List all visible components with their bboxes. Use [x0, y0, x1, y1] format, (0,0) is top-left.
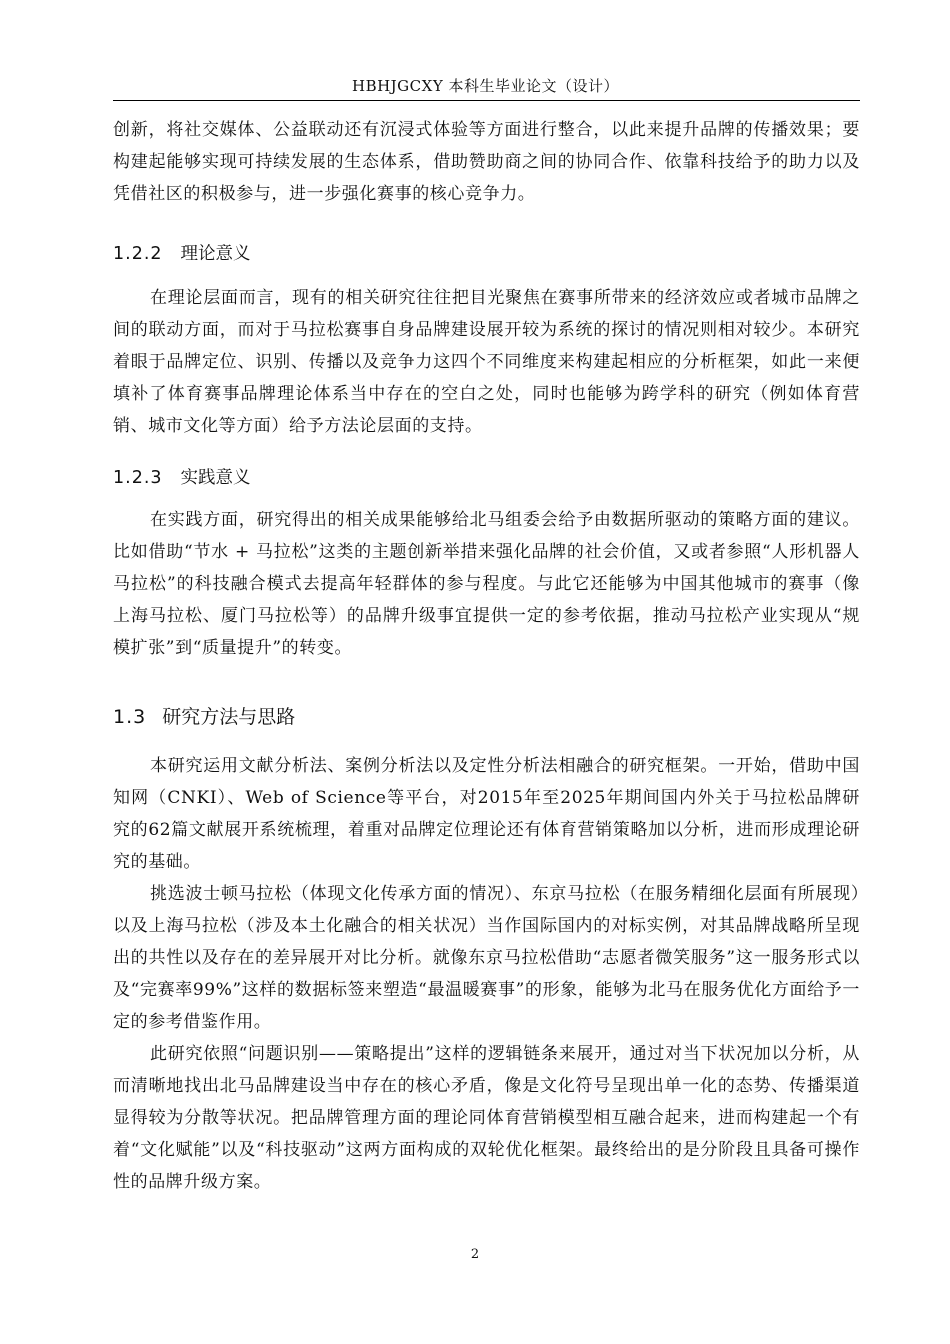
- section-title: 理论意义: [180, 244, 251, 264]
- page-number: 2: [470, 1247, 480, 1262]
- section-number: 1.2.2: [113, 244, 163, 264]
- section-heading-1-3: [113, 702, 860, 732]
- paragraph-practical-significance: 在实践方面，研究得出的相关成果能够给北马组委会给予由数据所驱动的策略方面的建议。比如借助“节水 + 马拉松”这类的主题创新举措来强化品牌的社会价值，又或者参照“人形机器人马拉松”的科技融合模式去提高年轻群体的参与程度。与此它还能够为中国其他城市的赛事（像上海马拉松、厦门马拉松等）的品牌升级事宜提供一定的参考依据，推动马拉松产业实现从“规模扩张”到“质量提升”的转变。: [113, 510, 860, 658]
- running-header: HBHJGCXY 本科生毕业论文（设计）: [351, 77, 619, 95]
- section-title: 研究方法与思路: [162, 706, 296, 728]
- header-divider: [113, 100, 860, 101]
- intro-paragraph: 创新，将社交媒体、公益联动还有沉浸式体验等方面进行整合，以此来提升品牌的传播效果；要构建起能够实现可持续发展的生态体系，借助赞助商之间的协同合作、依靠科技给予的助力以及凭借社区的积极参与，进一步强化赛事的核心竞争力。: [113, 120, 860, 204]
- section-heading-1-2-2: [113, 240, 860, 268]
- section-heading-1-2-3: [113, 464, 860, 492]
- document-body: [113, 114, 860, 1198]
- paragraph-methods-3: 此研究依照“问题识别——策略提出”这样的逻辑链条来展开，通过对当下状况加以分析，从而清晰地找出北马品牌建设当中存在的核心矛盾，像是文化符号呈现出单一化的态势、传播渠道显得较为分散等状况。把品牌管理方面的理论同体育营销模型相互融合起来，进而构建起一个有着“文化赋能”以及“科技驱动”这两方面构成的双轮优化框架。最终给出的是分阶段且具备可操作性的品牌升级方案。: [113, 1044, 860, 1192]
- paragraph-methods-1: 本研究运用文献分析法、案例分析法以及定性分析法相融合的研究框架。一开始，借助中国知网（CNKI）、Web of Science等平台，对2015年至2025年期间国内外关于马拉松品牌研究的62篇文献展开系统梳理，着重对品牌定位理论还有体育营销策略加以分析，进而形成理论研究的基础。: [113, 756, 860, 872]
- paragraph-theoretical-significance: 在理论层面而言，现有的相关研究往往把目光聚焦在赛事所带来的经济效应或者城市品牌之间的联动方面，而对于马拉松赛事自身品牌建设展开较为系统的探讨的情况则相对较少。本研究着眼于品牌定位、识别、传播以及竞争力这四个不同维度来构建起相应的分析框架，如此一来便填补了体育赛事品牌理论体系当中存在的空白之处，同时也能够为跨学科的研究（例如体育营销、城市文化等方面）给予方法论层面的支持。: [113, 288, 860, 436]
- section-title: 实践意义: [180, 468, 251, 488]
- section-number: 1.2.3: [113, 468, 163, 488]
- section-number: 1.3: [113, 706, 147, 728]
- paragraph-methods-2: 挑选波士顿马拉松（体现文化传承方面的情况）、东京马拉松（在服务精细化层面有所展现）以及上海马拉松（涉及本土化融合的相关状况）当作国际国内的对标实例，对其品牌战略所呈现出的共性以及存在的差异展开对比分析。就像东京马拉松借助“志愿者微笑服务”这一服务形式以及“完赛率99%”这样的数据标签来塑造“最温暖赛事”的形象，能够为北马在服务优化方面给予一定的参考借鉴作用。: [113, 884, 860, 1032]
